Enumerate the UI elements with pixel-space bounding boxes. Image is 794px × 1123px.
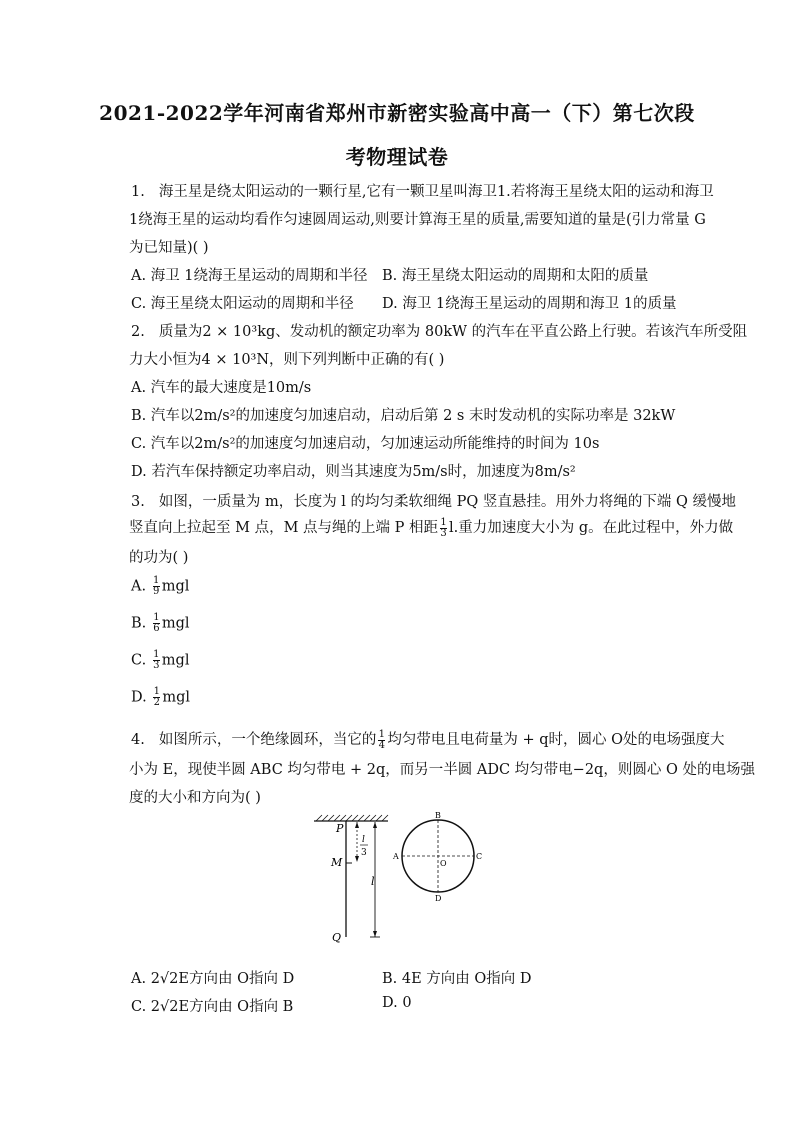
q1-option-b: B. 海王星绕太阳运动的周期和太阳的质量 — [382, 268, 649, 284]
arrow-up-l3 — [355, 822, 359, 828]
q3-c-frac — [153, 650, 160, 671]
label-b: B — [435, 811, 441, 820]
q1-line1 — [131, 180, 714, 201]
q3-d-num: 1 — [153, 686, 161, 697]
q3-a-frac — [153, 576, 160, 597]
q3-text1: 如图，一质量为 m，长度为 l 的均匀柔软细绳 PQ 竖直悬挂。用外力将绳的下端 Q 缓慢地 — [158, 494, 737, 510]
q3-frac-num: 1 — [440, 516, 447, 528]
q1-option-c: C. 海王星绕太阳运动的周期和半径 — [131, 296, 354, 312]
q4-text1b: 均匀带电且电荷量为 + q时，圆心 O处的电场强度大 — [387, 732, 725, 748]
q3-b-frac — [153, 613, 160, 634]
q1-option-d: D. 海卫 1绕海王星运动的周期和海卫 1的质量 — [382, 296, 677, 312]
q4-option-c: C. 2√2E方向由 O指向 B — [131, 999, 294, 1015]
q3-c-unit: mgl — [161, 652, 190, 669]
q3-line2 — [129, 516, 733, 539]
arrow-up-l — [373, 822, 377, 828]
q4-fraction — [378, 730, 385, 751]
q3-option-a — [131, 576, 189, 597]
q3-option-d — [131, 687, 190, 708]
q3-option-c — [131, 650, 189, 671]
exam-title-line2: 考物理试卷 — [345, 145, 449, 169]
q4-text1a: 如图所示，一个绝缘圆环，当它的 — [158, 732, 377, 748]
label-m: M — [331, 856, 343, 869]
q2-option-d: D. 若汽车保持额定功率启动，则当其速度为5m/s时，加速度为8m/s² — [131, 464, 576, 480]
q4-line2: 小为 E，现使半圆 ABC 均匀带电 + 2q，而另一半圆 ADC 均匀带电−2q，则圆心 O 处的电场强 — [129, 762, 755, 778]
q4-option-d: D. 0 — [382, 995, 412, 1011]
q3-a-num: 1 — [153, 575, 160, 586]
q2-text1: 质量为2 × 10³kg、发动机的额定功率为 80kW 的汽车在平直公路上行驶。若该汽车所受阻 — [158, 324, 748, 340]
q2-option-a: A. 汽车的最大速度是10m/s — [131, 380, 312, 396]
q3-fraction — [440, 518, 447, 539]
q3-c-label: C. — [131, 652, 147, 669]
label-q: Q — [332, 931, 342, 944]
q2-line2: 力大小恒为4 × 10³N，则下列判断中正确的有( ) — [129, 352, 445, 368]
label-a: A — [393, 852, 399, 861]
q3-d-frac — [153, 687, 160, 708]
q2-option-b: B. 汽车以2m/s²的加速度匀加速启动，启动后第 2 s 末时发动机的实际功率是 32kW — [131, 408, 676, 424]
q1-number: 1. — [131, 184, 145, 200]
q3-d-unit: mgl — [162, 689, 190, 706]
q3-line3: 的功为( ) — [129, 550, 189, 566]
label-o: O — [440, 859, 447, 868]
q3-text2b: l.重力加速度大小为 g。在此过程中，外力做 — [449, 520, 734, 536]
q2-option-c: C. 汽车以2m/s²的加速度匀加速启动，匀加速运动所能维持的时间为 10s — [131, 436, 600, 452]
q1-line2: 1绕海王星的运动均看作匀速圆周运动,则要计算海王星的质量,需要知道的量是(引力常量 G — [129, 212, 706, 228]
q2-line1 — [131, 320, 747, 341]
q1-option-a: A. 海卫 1绕海王星运动的周期和半径 — [131, 268, 368, 284]
label-d: D — [435, 894, 442, 903]
q4-frac-num: 1 — [378, 728, 386, 740]
ceiling-hatch — [316, 815, 388, 821]
physics-figures — [300, 808, 500, 946]
q1-line3: 为已知量)( ) — [129, 240, 209, 256]
q3-b-num: 1 — [153, 612, 160, 623]
q3-line1 — [131, 490, 736, 511]
q2-number: 2. — [131, 324, 145, 340]
q4-line3: 度的大小和方向为( ) — [129, 790, 261, 806]
q3-option-b — [131, 613, 190, 634]
q3-text2a: 竖直向上拉起至 M 点，M 点与绳的上端 P 相距 — [129, 520, 438, 536]
q3-a-unit: mgl — [161, 578, 190, 595]
label-l3-den: 3 — [361, 848, 367, 858]
q4-option-b: B. 4E 方向由 O指向 D — [382, 971, 532, 987]
label-c: C — [476, 852, 483, 861]
q3-c-den: 3 — [153, 660, 160, 671]
q3-b-den: 6 — [153, 623, 160, 634]
q3-frac-den: 3 — [440, 527, 447, 539]
q4-line1 — [131, 728, 725, 751]
q3-b-label: B. — [131, 615, 147, 632]
label-l3-num: l — [362, 835, 365, 845]
q3-number: 3. — [131, 494, 145, 510]
q3-a-den: 9 — [153, 586, 160, 597]
q4-number: 4. — [131, 732, 145, 748]
ceiling — [314, 815, 388, 821]
q3-a-label: A. — [131, 578, 147, 595]
q4-option-a: A. 2√2E方向由 O指向 D — [131, 971, 295, 987]
q3-c-num: 1 — [153, 649, 160, 660]
label-l: l — [371, 875, 375, 888]
label-p: P — [336, 822, 344, 835]
q4-frac-den: 4 — [378, 739, 386, 751]
q3-b-unit: mgl — [161, 615, 190, 632]
arrow-down-l3 — [355, 856, 359, 862]
q1-text1: 海王星是绕太阳运动的一颗行星,它有一颗卫星叫海卫1.若将海王星绕太阳的运动和海卫 — [158, 184, 714, 200]
q3-d-label: D. — [131, 689, 147, 706]
arrow-down-l — [373, 931, 377, 937]
q3-d-den: 2 — [153, 697, 161, 708]
exam-title-line1: 2021-2022学年河南省郑州市新密实验高中高一（下）第七次段 — [99, 101, 695, 125]
